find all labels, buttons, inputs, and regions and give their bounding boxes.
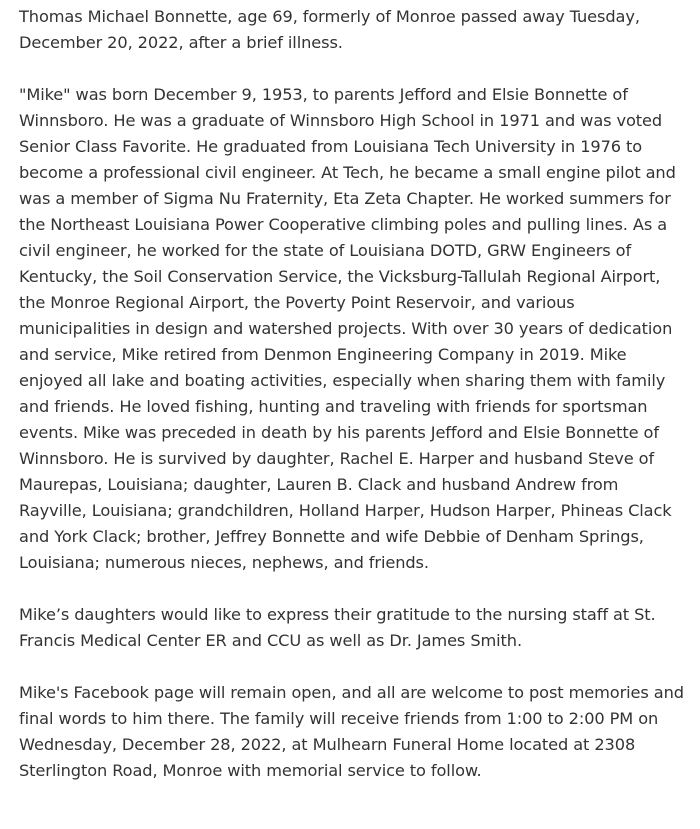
life-story-paragraph: "Mike" was born December 9, 1953, to parents Jefford and Elsie Bonnette of Winnsboro. He was a graduate of Winnsboro High School in 1971 and was voted Senior Class Favorite. He graduated from Louisiana Tech University in 1976 to become a professional civil engineer. At Tech, he became a small engine pilot and was a member of Sigma Nu Fraternity, Eta Zeta Chapter. He worked summers for the Northeast Louisiana Power Cooperative climbing poles and pulling lines. As a civil engineer, he worked for the state of Louisiana DOTD, GRW Engineers of Kentucky, the Soil Conservation Service, the Vicksburg-Tallulah Regional Airport, the Monroe Regional Airport, the Poverty Point Reservoir, and various municipalities in design and watershed projects. With over 30 years of dedication and service, Mike retired from Denmon Engineering Company in 2019. Mike enjoyed all lake and boating activities, especially when sharing them with family and friends. He loved fishing, hunting and traveling with friends for sportsman events. Mike was preceded in death by his parents Jefford and Elsie Bonnette of Winnsboro. He is survived by daughter, Rachel E. Harper and husband Steve of Maurepas, Louisiana; daughter, Lauren B. Clack and husband Andrew from Rayville, Louisiana; grandchildren, Holland Harper, Hudson Harper, Phineas Clack and York Clack; brother, Jeffrey Bonnette and wife Debbie of Denham Springs, Louisiana; numerous nieces, nephews, and friends.	[19, 85, 676, 572]
death-announcement-paragraph: Thomas Michael Bonnette, age 69, formerly of Monroe passed away Tuesday, December 20, 2022, after a brief illness.	[19, 7, 640, 52]
gratitude-paragraph: Mike’s daughters would like to express their gratitude to the nursing staff at St. Francis Medical Center ER and CCU as well as Dr. James Smith.	[19, 605, 656, 650]
service-details-paragraph: Mike's Facebook page will remain open, and all are welcome to post memories and final words to him there. The family will receive friends from 1:00 to 2:00 PM on Wednesday, December 28, 2022, at Mulhearn Funeral Home located at 2308 Sterlington Road, Monroe with memorial service to follow.	[19, 683, 684, 780]
